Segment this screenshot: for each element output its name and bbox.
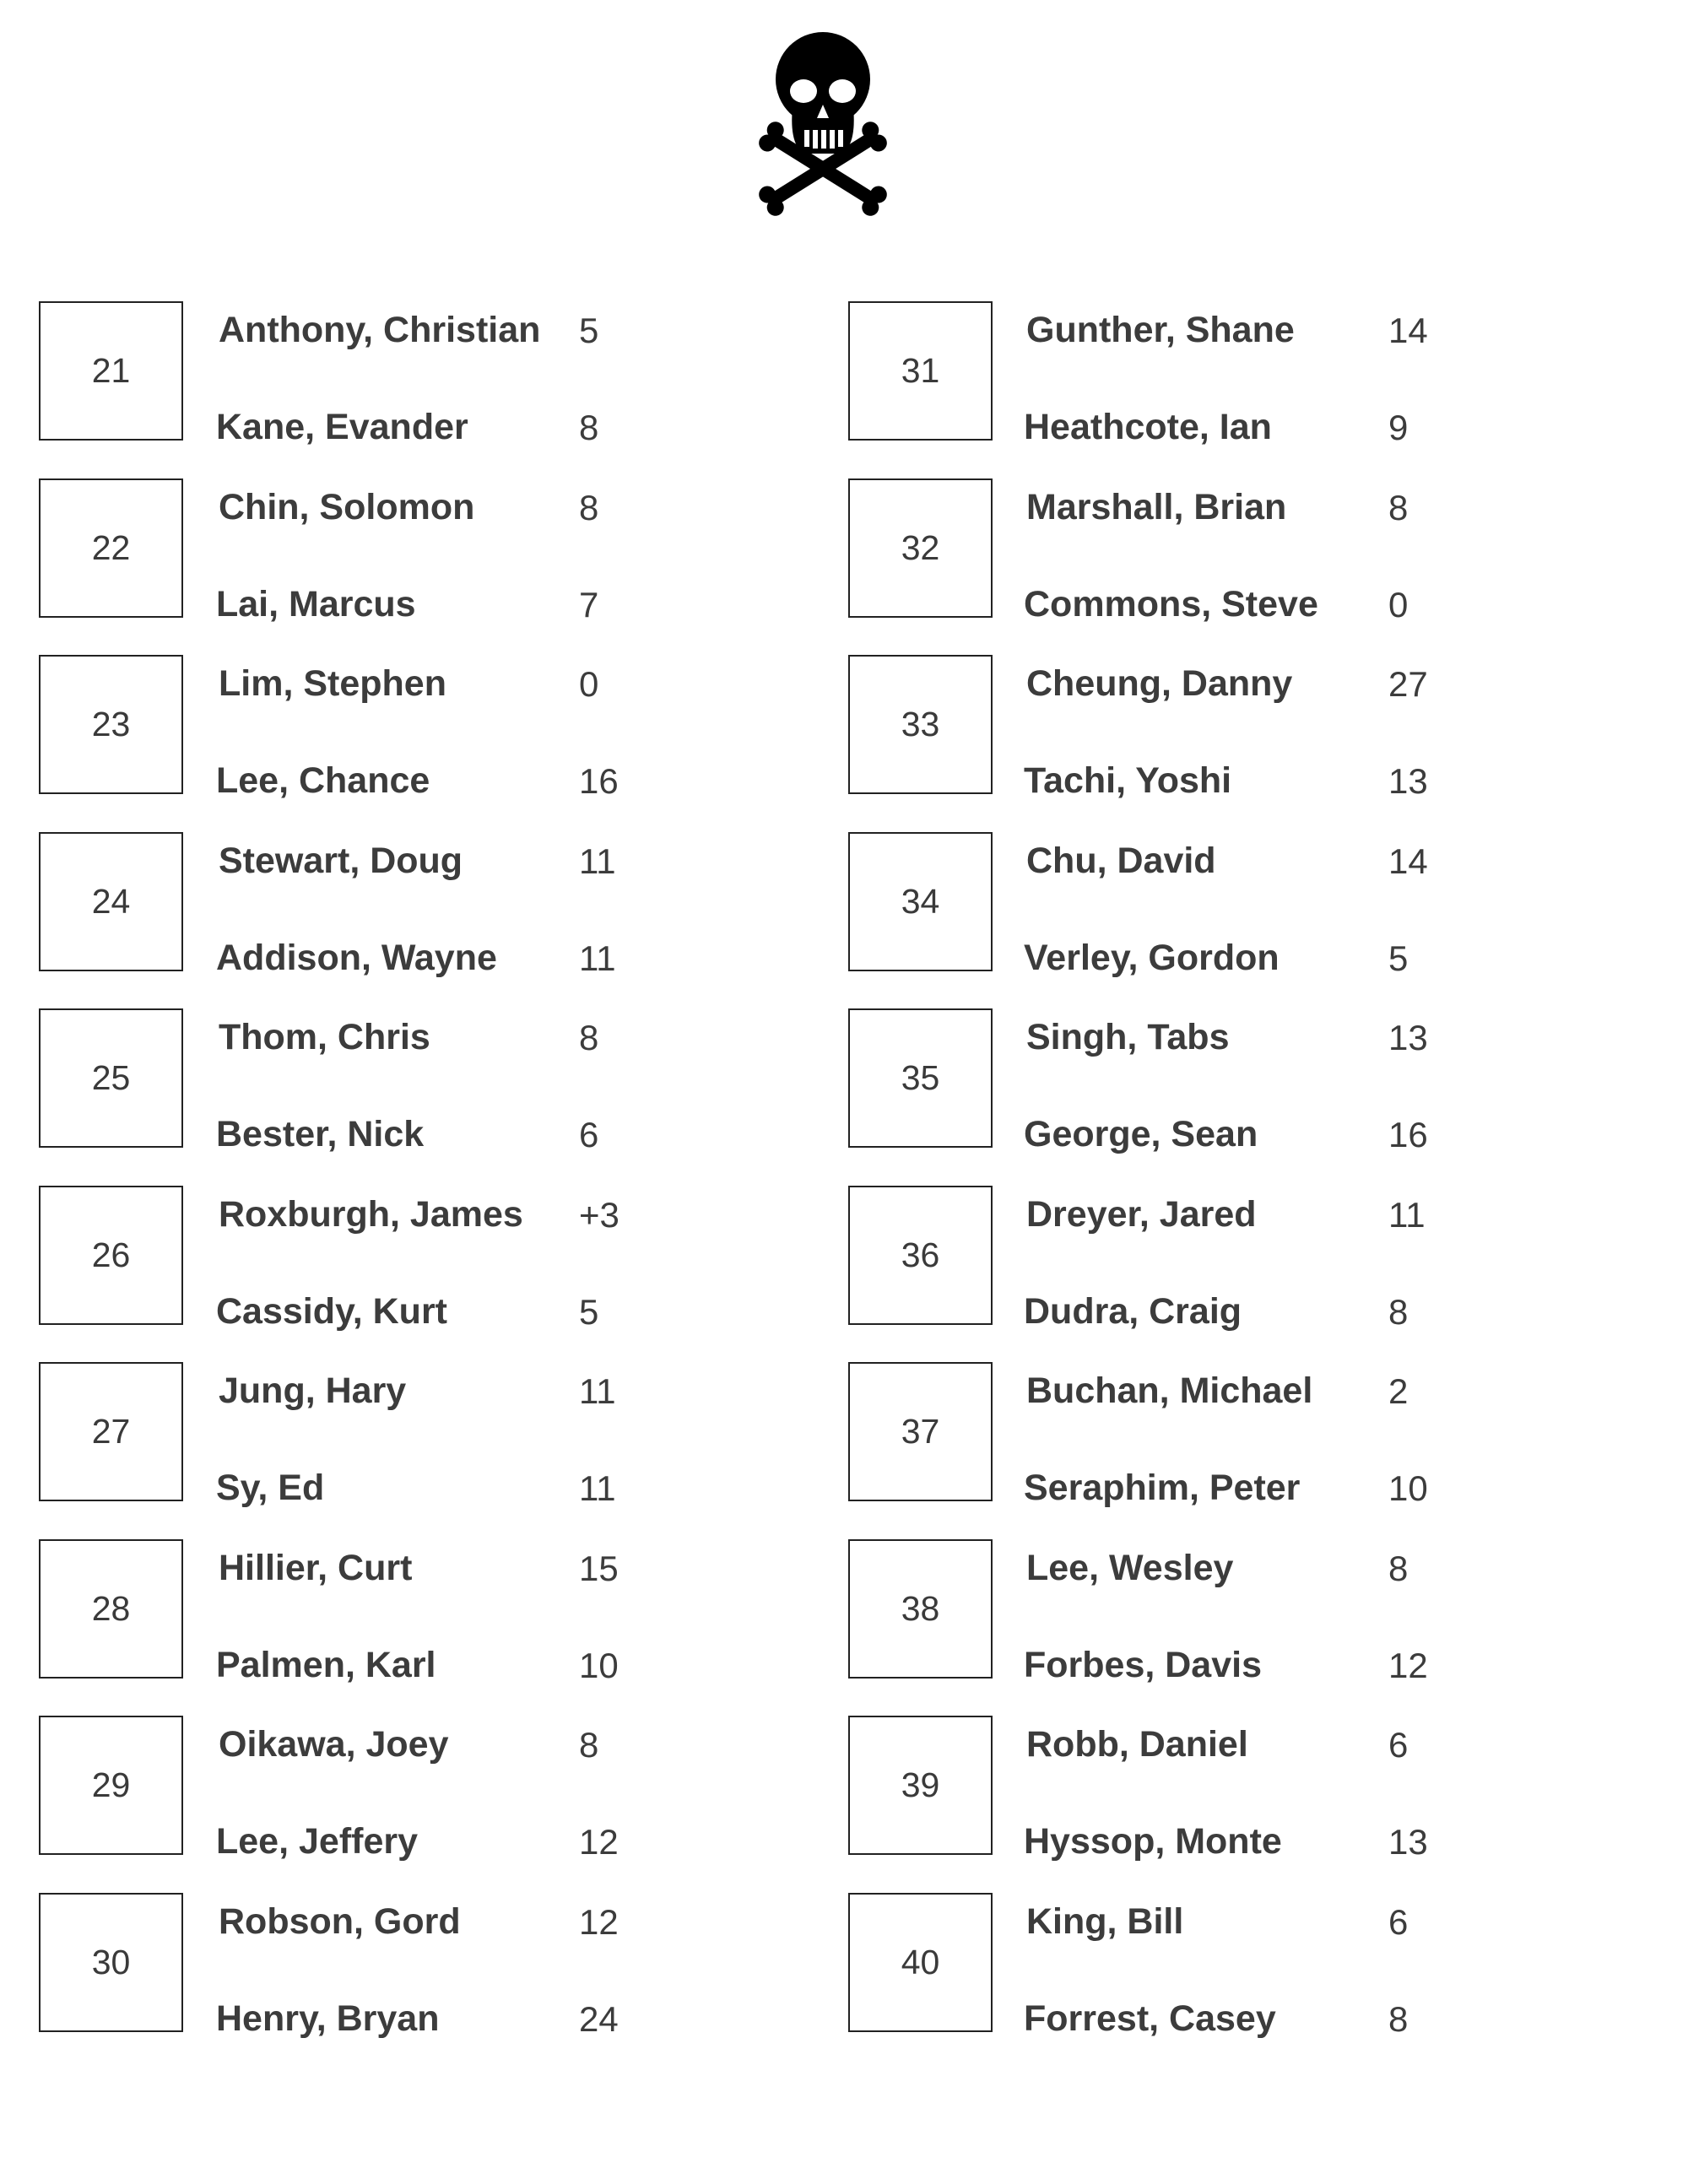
- pairing-row: [39, 1716, 798, 1884]
- pairing-number-box: 36: [848, 1186, 993, 1325]
- player-score: 11: [579, 938, 616, 978]
- pairing-row: [848, 478, 1608, 647]
- player-score: 11: [579, 1371, 616, 1411]
- pairing-number-box: 29: [39, 1716, 183, 1855]
- player-score: 5: [1388, 938, 1409, 978]
- player-name: Henry, Bryan: [216, 1998, 440, 2039]
- player-name: Gunther, Shane: [1026, 310, 1295, 350]
- player-name: Commons, Steve: [1024, 584, 1318, 624]
- pairing-number-box: 39: [848, 1716, 993, 1855]
- player-score: 5: [579, 1292, 599, 1332]
- pairing-row: [848, 1008, 1608, 1177]
- player-name: Verley, Gordon: [1024, 938, 1280, 978]
- player-name: George, Sean: [1024, 1114, 1258, 1154]
- player-score: 0: [579, 664, 599, 704]
- pairing-row: [39, 832, 798, 1001]
- pairing-row: [39, 478, 798, 647]
- player-name: Hyssop, Monte: [1024, 1821, 1282, 1862]
- player-name: Sy, Ed: [216, 1468, 325, 1508]
- player-score: 8: [579, 488, 599, 527]
- player-score: 12: [1388, 1646, 1428, 1685]
- player-score: 2: [1388, 1371, 1409, 1411]
- player-score: 12: [579, 1902, 619, 1942]
- player-name: Lai, Marcus: [216, 584, 416, 624]
- pairing-number-box: 40: [848, 1893, 993, 2032]
- player-name: Roxburgh, James: [219, 1194, 523, 1235]
- pairing-number-box: 34: [848, 832, 993, 971]
- pairing-number-box: 32: [848, 478, 993, 618]
- player-score: 13: [1388, 1018, 1428, 1057]
- player-name: Robb, Daniel: [1026, 1724, 1248, 1765]
- pairing-row: [39, 1539, 798, 1708]
- pairing-number-box: 22: [39, 478, 183, 618]
- pairing-row: [848, 1186, 1608, 1354]
- player-name: Lim, Stephen: [219, 663, 446, 704]
- pairing-row: [848, 655, 1608, 824]
- player-name: Lee, Wesley: [1026, 1548, 1234, 1588]
- pairing-number-box: 25: [39, 1008, 183, 1148]
- pairing-number-box: 35: [848, 1008, 993, 1148]
- player-name: Bester, Nick: [216, 1114, 425, 1154]
- pairing-row: [39, 1186, 798, 1354]
- player-score: 16: [579, 761, 619, 801]
- pairing-number-box: 26: [39, 1186, 183, 1325]
- player-score: 8: [1388, 488, 1409, 527]
- player-name: Hillier, Curt: [219, 1548, 413, 1588]
- player-name: Seraphim, Peter: [1024, 1468, 1301, 1508]
- player-score: 11: [1388, 1195, 1426, 1235]
- player-score: 7: [579, 585, 599, 624]
- player-name: Thom, Chris: [219, 1017, 430, 1057]
- player-score: 16: [1388, 1115, 1428, 1154]
- player-score: 8: [579, 408, 599, 447]
- player-name: Forbes, Davis: [1024, 1645, 1262, 1685]
- player-score: 8: [579, 1725, 599, 1765]
- player-score: 8: [1388, 1999, 1409, 2039]
- player-score: 8: [1388, 1292, 1409, 1332]
- pairing-row: [39, 1362, 798, 1531]
- player-score: 6: [1388, 1725, 1409, 1765]
- player-score: 14: [1388, 841, 1428, 881]
- pairing-number-box: 21: [39, 301, 183, 441]
- player-score: 13: [1388, 1822, 1428, 1862]
- player-name: Anthony, Christian: [219, 310, 541, 350]
- pairing-number-box: 31: [848, 301, 993, 441]
- player-score: 10: [1388, 1468, 1428, 1508]
- player-name: Buchan, Michael: [1026, 1370, 1313, 1411]
- pairing-row: [848, 1716, 1608, 1884]
- player-score: 27: [1388, 664, 1428, 704]
- pairing-row: [848, 1893, 1608, 2062]
- pairing-row: [39, 301, 798, 470]
- player-name: Cassidy, Kurt: [216, 1291, 447, 1332]
- player-name: Dreyer, Jared: [1026, 1194, 1257, 1235]
- player-name: Heathcote, Ian: [1024, 407, 1272, 447]
- player-name: Chu, David: [1026, 841, 1216, 881]
- player-score: 6: [1388, 1902, 1409, 1942]
- pairing-number-box: 38: [848, 1539, 993, 1679]
- pairing-number-box: 28: [39, 1539, 183, 1679]
- skull-and-crossbones-icon: [755, 27, 890, 221]
- pairing-row: [848, 1539, 1608, 1708]
- player-name: Marshall, Brian: [1026, 487, 1287, 527]
- player-score: 14: [1388, 311, 1428, 350]
- pairing-row: [848, 301, 1608, 470]
- player-score: 10: [579, 1646, 619, 1685]
- player-score: 13: [1388, 761, 1428, 801]
- pairing-number-box: 30: [39, 1893, 183, 2032]
- player-name: Cheung, Danny: [1026, 663, 1293, 704]
- player-score: 0: [1388, 585, 1409, 624]
- player-score: +3: [579, 1195, 619, 1235]
- player-score: 11: [579, 841, 616, 881]
- player-name: Palmen, Karl: [216, 1645, 436, 1685]
- player-score: 8: [579, 1018, 599, 1057]
- pairing-row: [848, 832, 1608, 1001]
- player-name: Oikawa, Joey: [219, 1724, 449, 1765]
- player-name: Addison, Wayne: [216, 938, 497, 978]
- player-score: 12: [579, 1822, 619, 1862]
- player-score: 8: [1388, 1549, 1409, 1588]
- player-name: Dudra, Craig: [1024, 1291, 1242, 1332]
- player-name: Kane, Evander: [216, 407, 468, 447]
- player-score: 15: [579, 1549, 619, 1588]
- player-score: 11: [579, 1468, 616, 1508]
- pairing-number-box: 23: [39, 655, 183, 794]
- player-score: 24: [579, 1999, 619, 2039]
- player-name: Forrest, Casey: [1024, 1998, 1276, 2039]
- player-name: Stewart, Doug: [219, 841, 463, 881]
- player-name: Lee, Jeffery: [216, 1821, 419, 1862]
- player-score: 5: [579, 311, 599, 350]
- player-name: King, Bill: [1026, 1901, 1184, 1942]
- player-score: 9: [1388, 408, 1409, 447]
- pairing-number-box: 33: [848, 655, 993, 794]
- player-name: Tachi, Yoshi: [1024, 760, 1232, 801]
- pairing-number-box: 37: [848, 1362, 993, 1501]
- player-name: Jung, Hary: [219, 1370, 407, 1411]
- player-name: Robson, Gord: [219, 1901, 461, 1942]
- player-name: Singh, Tabs: [1026, 1017, 1230, 1057]
- pairing-number-box: 24: [39, 832, 183, 971]
- pairing-number-box: 27: [39, 1362, 183, 1501]
- pairing-row: [848, 1362, 1608, 1531]
- player-score: 6: [579, 1115, 599, 1154]
- player-name: Lee, Chance: [216, 760, 430, 801]
- pairing-row: [39, 655, 798, 824]
- player-name: Chin, Solomon: [219, 487, 475, 527]
- pairing-row: [39, 1893, 798, 2062]
- pairing-row: [39, 1008, 798, 1177]
